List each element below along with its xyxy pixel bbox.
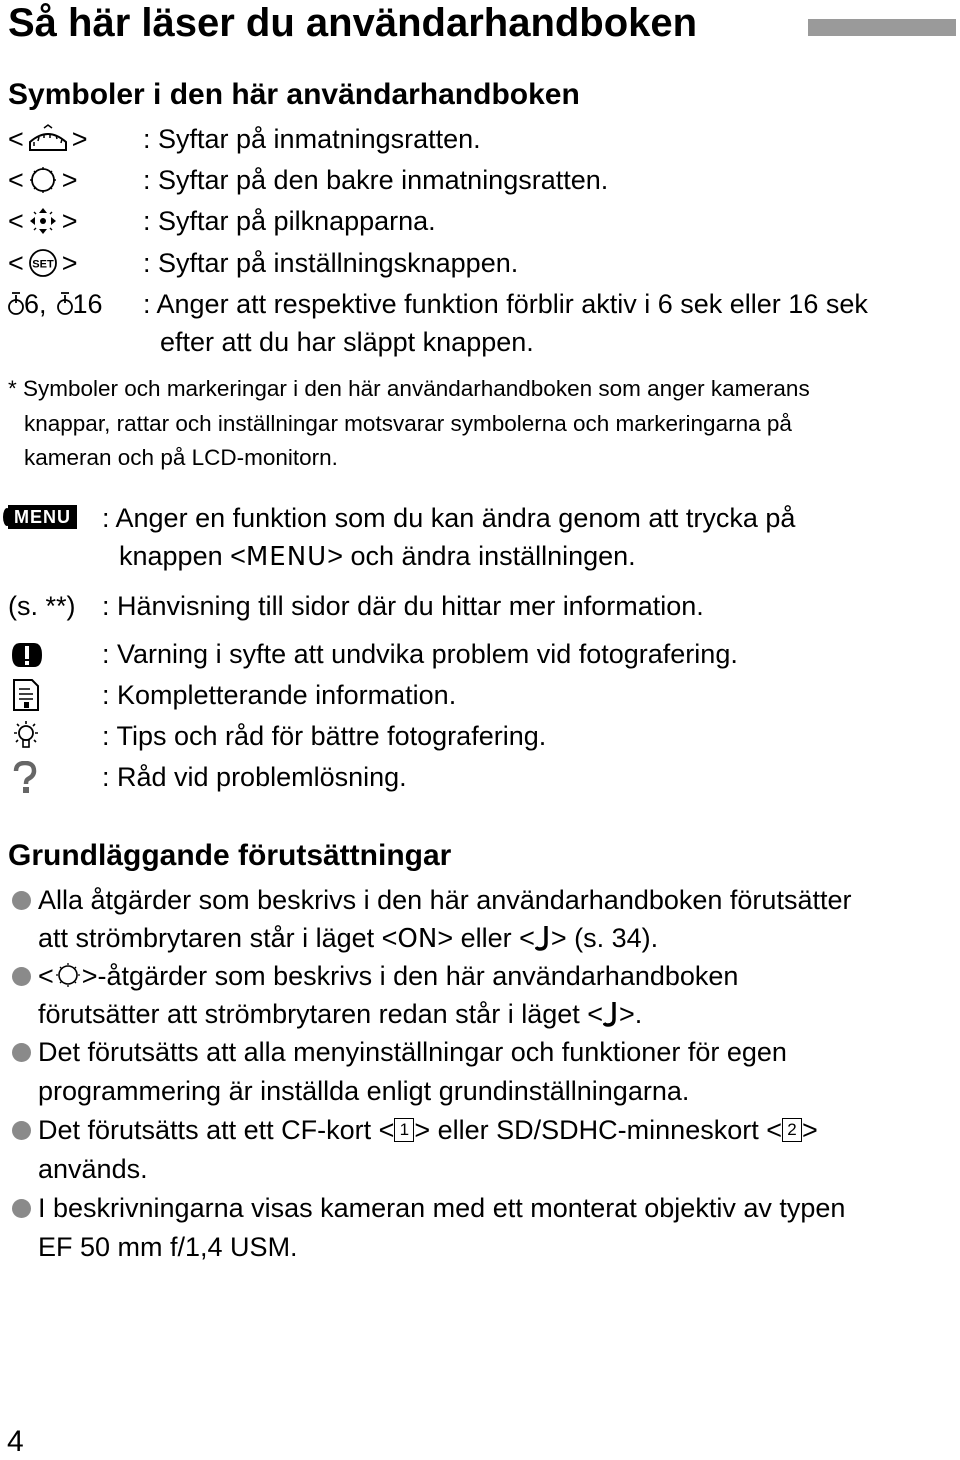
note-row — [0, 676, 960, 714]
main-dial-icon — [26, 124, 70, 154]
bullet-icon — [12, 1043, 31, 1062]
page-number: 4 — [7, 1425, 24, 1458]
bullet-line: att strömbrytaren står i läget <ON> eller < > (s. 34). — [38, 923, 659, 954]
bracket-close: > — [61, 206, 78, 236]
symbol-row-timer — [0, 285, 960, 363]
list-item — [0, 1189, 960, 1267]
symbol-row-quick-control-dial — [0, 161, 960, 199]
timer-16-label: 16 — [72, 289, 103, 319]
symbol-row-main-dial — [0, 120, 960, 158]
bullet-line: EF 50 mm f/1,4 USM. — [38, 1232, 298, 1262]
bullet-line: används. — [38, 1154, 148, 1184]
bracket-open: < — [8, 206, 24, 236]
footnote-line-2: knappar, rattar och inställningar motsvarar symbolerna och markeringarna på — [24, 411, 792, 436]
bullet-icon — [12, 891, 31, 910]
page-title: Så här läser du användarhandboken — [8, 1, 698, 45]
symbol-desc: : Syftar på pilknapparna. — [143, 206, 436, 236]
bracket-open: < — [8, 248, 24, 278]
caution-desc: : Varning i syfte att undvika problem vid fotografering. — [102, 639, 738, 669]
tip-desc: : Tips och råd för bättre fotografering. — [102, 721, 547, 751]
page-reference-row — [0, 587, 960, 625]
list-item — [0, 881, 960, 957]
bracket-close: > — [61, 165, 78, 195]
symbol-row-cross-keys — [0, 202, 960, 240]
cf-card-icon: 1 — [394, 1118, 414, 1142]
symbol-row-set-button — [0, 244, 960, 282]
bullet-icon — [12, 1199, 31, 1218]
tip-bulb-icon — [10, 720, 42, 752]
power-lock-icon — [603, 1001, 619, 1027]
menu-desc-line1: : Anger en funktion som du kan ändra genom att trycka på — [102, 503, 796, 533]
set-button-icon — [26, 248, 60, 278]
bullet-line: programmering är inställda enligt grundinställningarna. — [38, 1076, 690, 1106]
bullet-line: Det förutsätts att alla menyinställningar och funktioner för egen — [38, 1037, 787, 1067]
footnote-line-1: * Symboler och markeringar i den här användarhandboken som anger kamerans — [8, 376, 810, 401]
symbol-desc: : Syftar på den bakre inmatningsratten. — [143, 165, 609, 195]
menu-desc-line2: knappen <MENU> och ändra inställningen. — [119, 541, 636, 572]
quick-control-dial-icon — [26, 165, 60, 195]
symbol-desc: : Syftar på inmatningsratten. — [143, 124, 481, 154]
timer-desc-line2: efter att du har släppt knappen. — [160, 327, 534, 357]
quick-control-dial-icon — [54, 961, 82, 989]
sd-card-icon: 2 — [782, 1118, 802, 1142]
caution-row — [0, 635, 960, 673]
bullet-line: Alla åtgärder som beskrivs i den här användarhandboken förutsätter — [38, 885, 852, 915]
note-desc: : Kompletterande information. — [102, 680, 457, 710]
note-icon — [12, 678, 40, 712]
symbols-heading: Symboler i den här användarhandboken — [8, 78, 580, 111]
menu-key-label: MENU — [245, 542, 328, 572]
bracket-open: < — [8, 124, 24, 154]
timer-6-label: 6, — [24, 289, 47, 319]
bracket-open: < — [8, 165, 24, 195]
bullet-line: Det förutsätts att ett CF-kort < 1 > eller SD/SDHC-minneskort < 2 > — [38, 1115, 818, 1145]
bracket-close: > — [71, 124, 88, 154]
timer-desc-line1: : Anger att respektive funktion förblir aktiv i 6 sek eller 16 sek — [143, 289, 868, 319]
menu-badge-icon: MENU — [8, 505, 77, 529]
symbol-desc: : Syftar på inställningsknappen. — [143, 248, 519, 278]
troubleshoot-row — [0, 758, 960, 796]
cross-keys-icon — [26, 206, 60, 236]
page-reference-label: (s. **) — [8, 591, 76, 621]
footnote-line-3: kameran och på LCD-monitorn. — [24, 445, 338, 470]
question-icon — [12, 761, 38, 795]
list-item — [0, 1111, 960, 1189]
power-lock-icon — [535, 925, 551, 951]
timer-icon — [8, 291, 24, 317]
bullet-line: < >-åtgärder som beskrivs i den här användarhandboken — [38, 961, 739, 991]
title-decoration-bar — [808, 19, 956, 36]
bullet-line: I beskrivningarna visas kameran med ett monterat objektiv av typen — [38, 1193, 846, 1223]
list-item — [0, 1033, 960, 1111]
timer-icon — [57, 291, 73, 317]
power-on-label: ON — [397, 924, 438, 954]
troubleshoot-desc: : Råd vid problemlösning. — [102, 762, 407, 792]
tip-row — [0, 717, 960, 755]
bracket-close: > — [61, 248, 78, 278]
menu-row — [0, 499, 960, 575]
list-item — [0, 957, 960, 1033]
svg-text:SET: SET — [32, 258, 54, 271]
caution-icon — [10, 639, 44, 671]
page-reference-desc: : Hänvisning till sidor där du hittar mer information. — [102, 591, 704, 621]
bullet-icon — [12, 1121, 31, 1140]
basics-heading: Grundläggande förutsättningar — [8, 839, 452, 872]
bullet-icon — [12, 967, 31, 986]
bullet-line: förutsätter att strömbrytaren redan står i läget < >. — [38, 999, 643, 1029]
